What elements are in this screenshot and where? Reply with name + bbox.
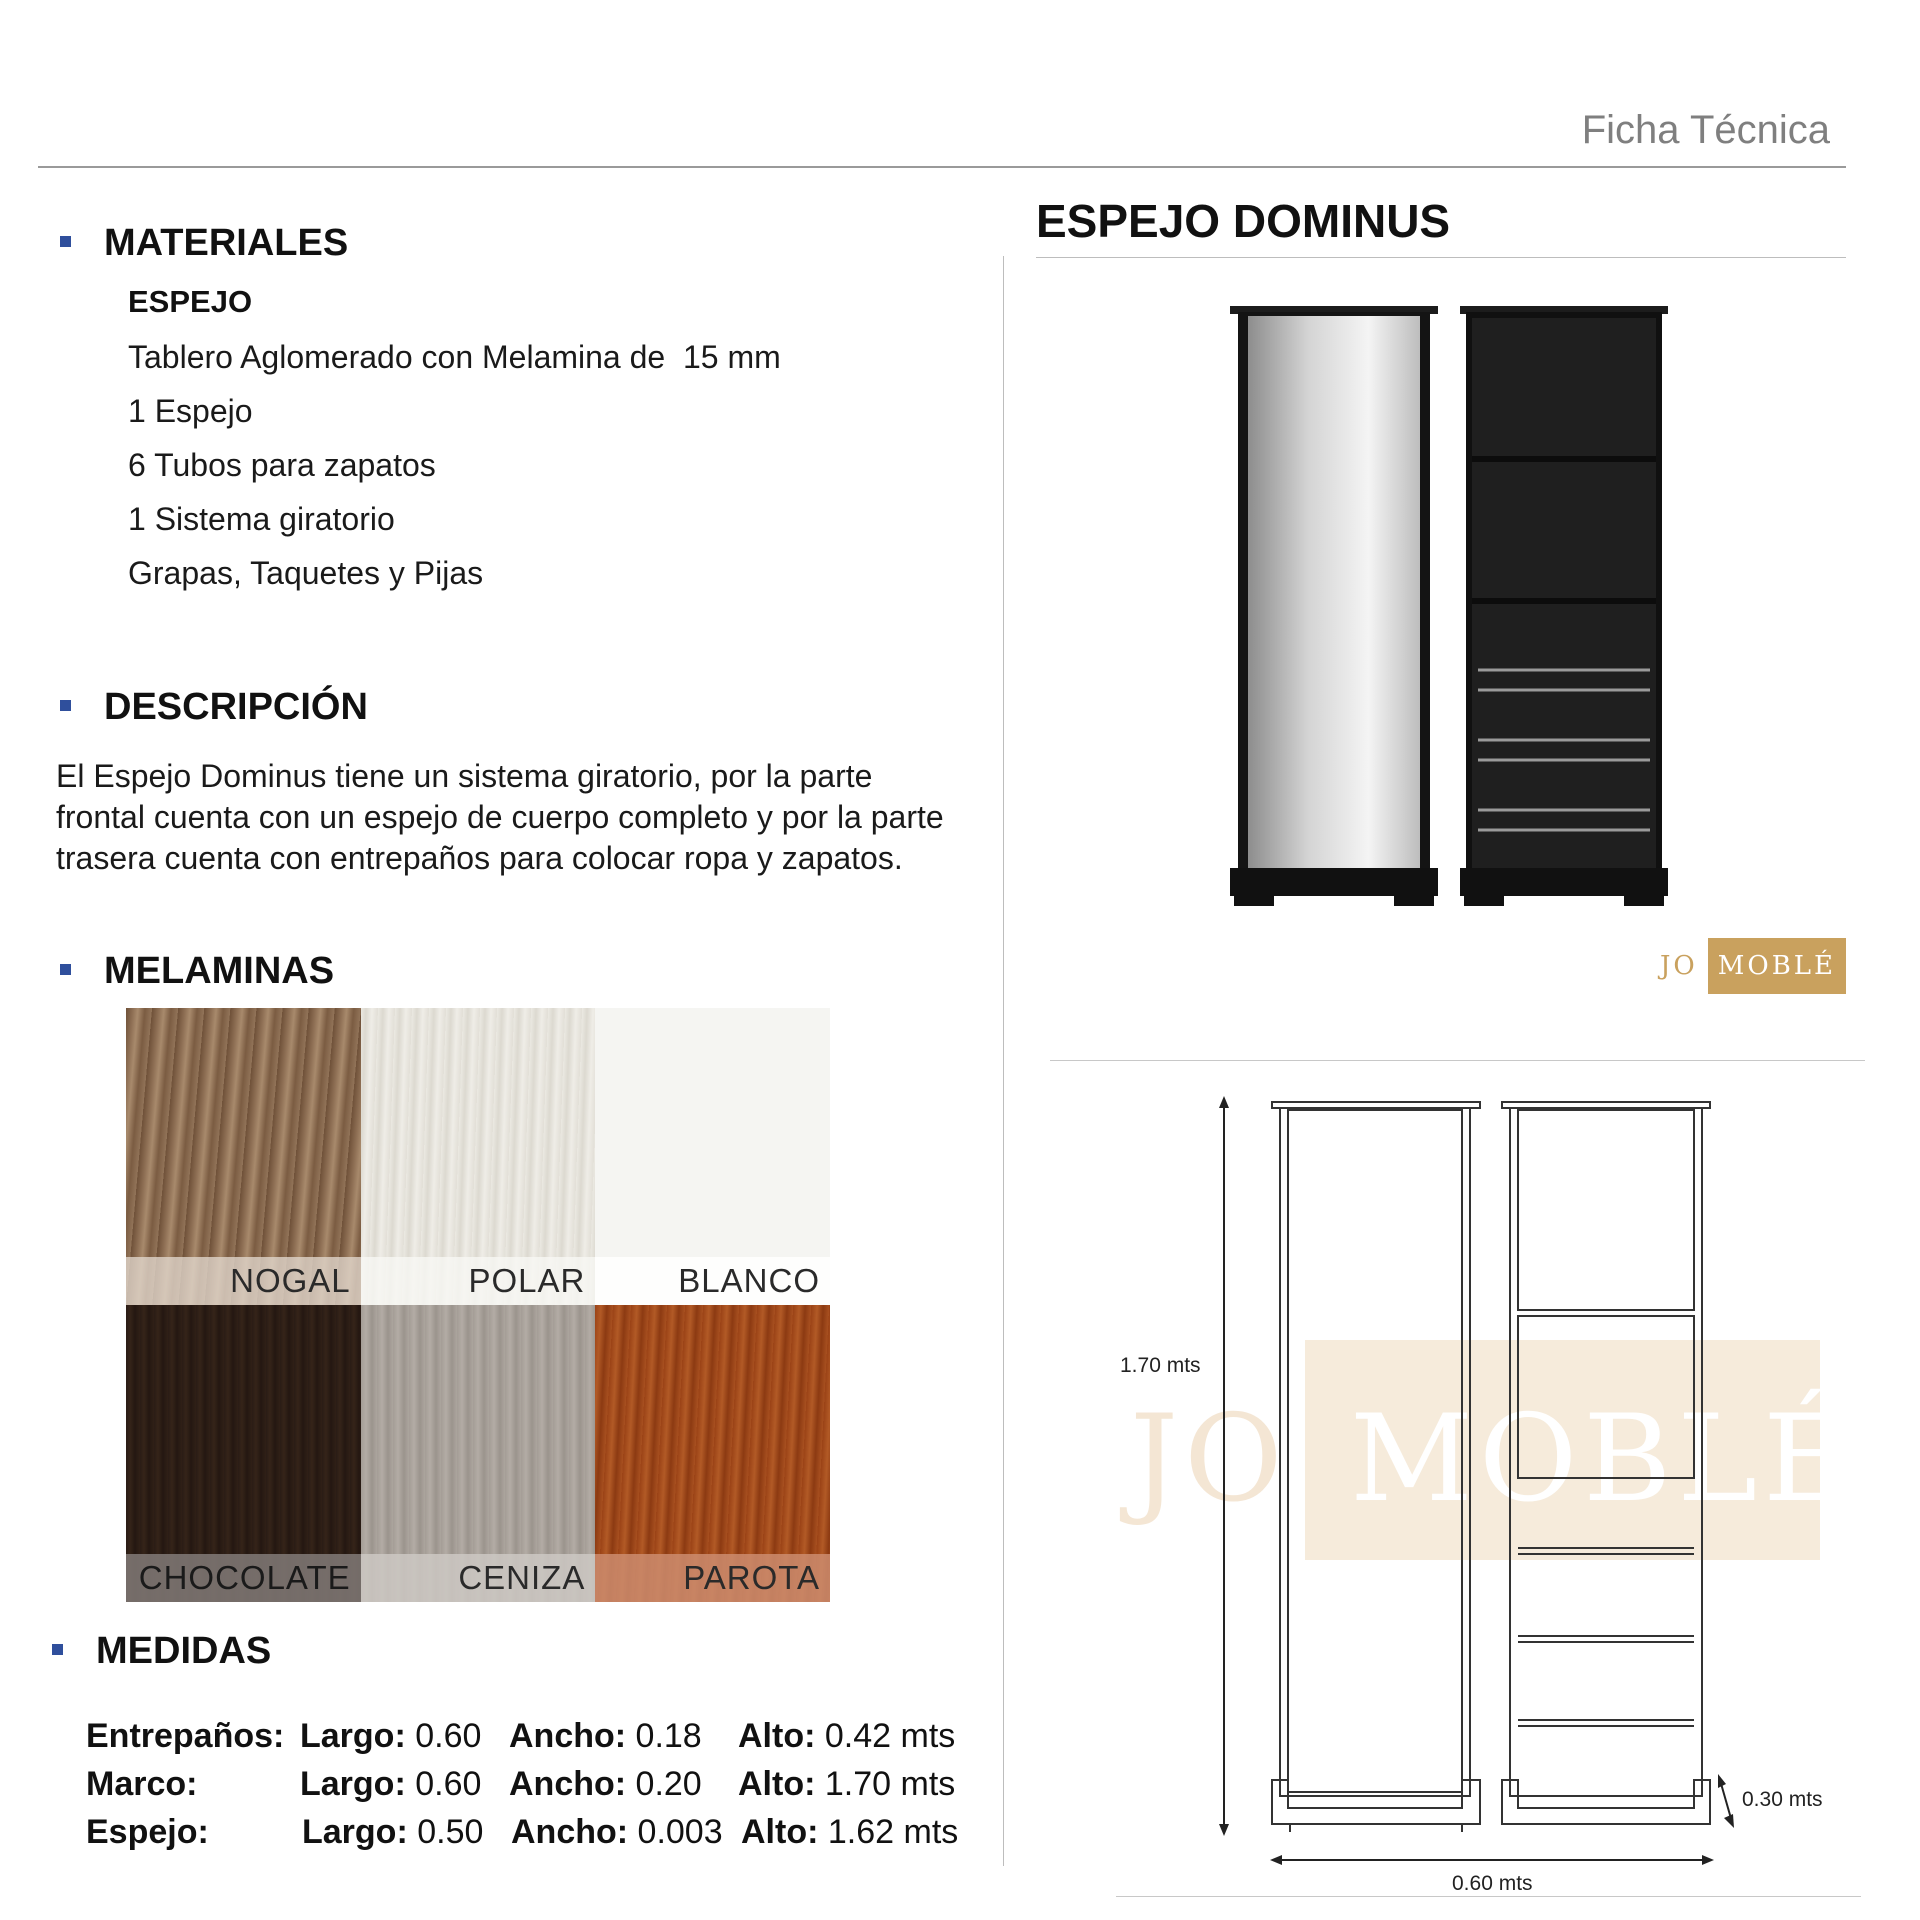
header-divider: [38, 166, 1846, 168]
alto-label: Alto:: [741, 1813, 819, 1851]
brand-logo: [1660, 938, 1846, 994]
depth-label: 0.30 mts: [1742, 1788, 1823, 1811]
ancho-value: 0.18: [635, 1717, 702, 1755]
materiales-list: [128, 330, 781, 600]
bullet-icon: [60, 700, 71, 711]
swatch-parota: [595, 1305, 830, 1602]
list-item: 1 Sistema giratorio: [128, 501, 395, 537]
swatch-label: BLANCO: [595, 1257, 830, 1305]
row-name: Espejo:: [86, 1813, 209, 1851]
width-label: 0.60 mts: [1452, 1872, 1533, 1890]
swatch-ceniza: [361, 1305, 596, 1602]
section-divider: [1050, 1060, 1865, 1061]
watermark-moble: MOBLÉ: [1350, 1390, 1857, 1529]
largo-value: 0.60: [415, 1765, 482, 1803]
swatch-polar: [361, 1008, 596, 1305]
descripcion-text: El Espejo Dominus tiene un sistema giratorio, por la parte frontal cuenta con un espejo de cuerpo completo y por la parte trasera cuenta con entrepaños para colocar ropa y zapatos.: [56, 758, 944, 876]
alto-label: Alto:: [738, 1717, 816, 1755]
swatch-label: CENIZA: [361, 1554, 596, 1602]
largo-label: Largo:: [300, 1765, 406, 1803]
bullet-icon: [52, 1644, 63, 1655]
swatch-label: POLAR: [361, 1257, 596, 1305]
swatch-blanco: [595, 1008, 830, 1305]
list-item: Tablero Aglomerado con Melamina de 15 mm: [128, 339, 781, 375]
column-divider: [1003, 256, 1004, 1866]
product-title: ESPEJO DOMINUS: [1036, 195, 1451, 247]
descripcion-heading: DESCRIPCIÓN: [104, 686, 368, 728]
list-item: 1 Espejo: [128, 393, 253, 429]
largo-label: Largo:: [300, 1717, 406, 1755]
bullet-icon: [60, 236, 71, 247]
largo-value: 0.60: [415, 1717, 482, 1755]
technical-drawing: [1100, 1080, 1860, 1890]
height-label: 1.70 mts: [1120, 1354, 1201, 1377]
list-item: Grapas, Taquetes y Pijas: [128, 555, 484, 591]
mirror-front-view: [1230, 306, 1438, 906]
list-item: 6 Tubos para zapatos: [128, 447, 436, 483]
materiales-subheading: ESPEJO: [128, 284, 253, 319]
swatch-label: PAROTA: [595, 1554, 830, 1602]
melaminas-heading: MELAMINAS: [104, 950, 335, 992]
medidas-row-entrepanos: [86, 1712, 1006, 1760]
dimension-width: [1270, 1855, 1714, 1890]
product-photo: [1230, 300, 1700, 920]
ancho-value: 0.20: [635, 1765, 702, 1803]
bottom-divider: [1116, 1896, 1861, 1897]
swatch-label: NOGAL: [126, 1257, 361, 1305]
watermark-jo: JO: [1130, 1390, 1289, 1529]
melamina-swatch-grid: [126, 1008, 830, 1602]
medidas-row-marco: [86, 1760, 1006, 1808]
ancho-label: Ancho:: [509, 1717, 627, 1755]
brand-logo-moble: MOBLÉ: [1708, 938, 1846, 994]
watermark: [1119, 1340, 1857, 1560]
medidas-table: [86, 1712, 1006, 1856]
swatch-label: CHOCOLATE: [126, 1554, 361, 1602]
mirror-back-view: [1460, 306, 1668, 906]
alto-label: Alto:: [738, 1765, 816, 1803]
row-name: Entrepaños:: [86, 1717, 285, 1755]
document-header-title: Ficha Técnica: [1581, 108, 1830, 152]
product-title-divider: [1036, 257, 1846, 258]
dimension-depth: [1718, 1774, 1823, 1828]
swatch-chocolate: [126, 1305, 361, 1602]
ancho-value: 0.003: [637, 1813, 723, 1851]
largo-label: Largo:: [302, 1813, 408, 1851]
largo-value: 0.50: [417, 1813, 484, 1851]
alto-value: 1.62 mts: [827, 1813, 959, 1851]
medidas-heading: MEDIDAS: [96, 1630, 272, 1672]
ancho-label: Ancho:: [509, 1765, 627, 1803]
medidas-row-espejo: [86, 1808, 1006, 1856]
bullet-icon: [60, 964, 71, 975]
ancho-label: Ancho:: [511, 1813, 629, 1851]
alto-value: 0.42 mts: [824, 1717, 956, 1755]
swatch-nogal: [126, 1008, 361, 1305]
brand-logo-jo: JO: [1660, 951, 1698, 981]
row-name: Marco:: [86, 1765, 198, 1803]
alto-value: 1.70 mts: [824, 1765, 956, 1803]
materiales-heading: MATERIALES: [104, 222, 349, 264]
